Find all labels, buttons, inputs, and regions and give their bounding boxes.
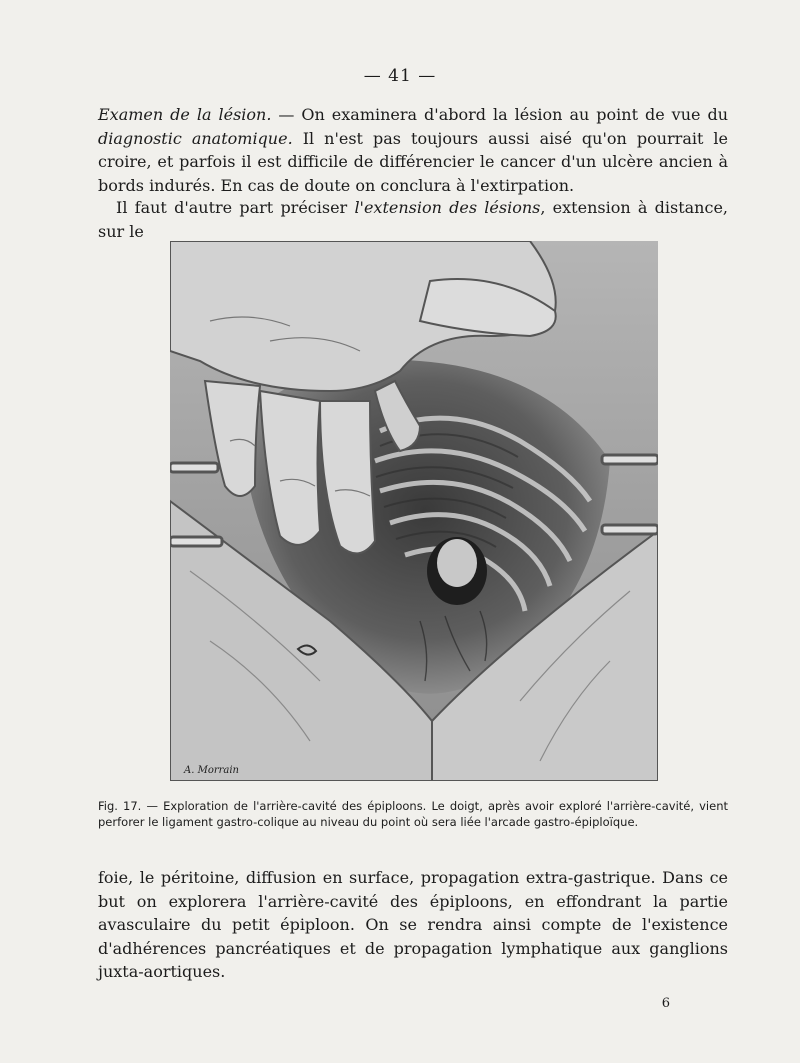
surgical-illustration [170,241,658,781]
paragraph-text: Il n'est pas toujours aussi aisé qu'on pourrait le croire, et parfois il est difficile de différencier le cancer d'un ulcère ancien à bords indurés. En cas de doute on conclura à l'extirpation. [98,128,729,195]
signature-mark: 6 [661,996,670,1011]
paragraph-text: — On examinera d'abord la lésion au point de vue du [271,105,729,124]
paragraph-extension [98,196,728,243]
paragraph-text: Il faut d'autre part préciser [116,198,355,217]
page-number: — 41 — [363,66,437,86]
illustration-drawing [170,241,658,781]
italic-term: diagnostic anatomique. [98,128,293,148]
section-heading-italic: Examen de la lésion. [98,105,272,124]
italic-term: l'extension des lésions [354,198,541,217]
artist-signature: A. Morrain [184,765,239,776]
figure-caption: Fig. 17. — Exploration de l'arrière-cavité des épiploons. Le doigt, après avoir exploré l'arrière-cavité, vient perforer le ligament gastro-colique au niveau du point où sera liée l'arcade gastro-épiploïque. [98,799,728,829]
paragraph-text: , extension à distance, sur le [98,198,728,241]
paragraph-foie: foie, le péritoine, diffusion en surface, propagation extra-gastrique. Dans ce but on explorera l'arrière-cavité des épiploons, en effondrant la partie avasculaire du petit épiploon. On se rendra ainsi compte de l'existence d'adhérences pancréatiques et de propagation lymphatique aux ganglions juxta-aortiques. [98,868,728,981]
paragraph-examen [98,103,728,197]
